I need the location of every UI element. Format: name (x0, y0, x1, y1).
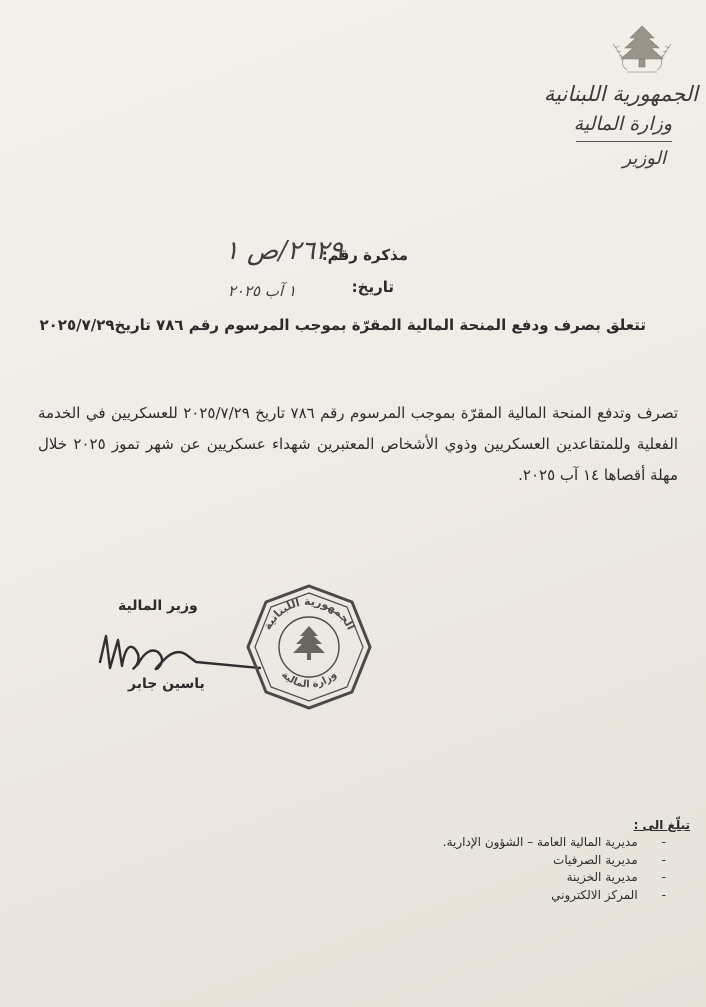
list-item: -مديرية المالية العامة – الشؤون الإدارية. (442, 835, 666, 849)
handwritten-signature (92, 622, 262, 678)
distribution-list (443, 834, 666, 904)
header-ministry: وزارة المالية (573, 113, 672, 135)
stamp-cedar-icon (293, 626, 325, 660)
header-republic: الجمهورية اللبنانية (543, 82, 698, 106)
memo-number-label: مذكرة رقم: (321, 246, 408, 264)
header-divider (576, 141, 672, 142)
ministry-stamp (244, 582, 374, 712)
list-item: -المركز الالكتروني (551, 887, 666, 902)
distribution-title: تبلّغ الى : (633, 818, 690, 832)
memo-number-value: ٢٦٢٩/ص ١ (224, 236, 343, 266)
memo-subject: تتعلق بصرف ودفع المنحة المالية المقرّة بموجب المرسوم رقم ٧٨٦ تاريخ٢٠٢٥/٧/٢٩ (39, 316, 646, 334)
svg-text:الجمهورية اللبنانية: الجمهورية اللبنانية (260, 594, 358, 633)
signatory-name: ياسين جابر (128, 676, 205, 692)
list-item: -مديرية الخزينة (566, 870, 666, 884)
memo-date-label: تاريخ: (351, 278, 394, 296)
list-item: -مديرية الصرفيات (553, 852, 666, 867)
cedar-crest-icon (609, 22, 675, 78)
signature-title: وزير المالية (118, 598, 198, 614)
memo-date-value: ١ آب ٢٠٢٥ (227, 282, 296, 300)
header-minister: الوزير (622, 148, 666, 169)
svg-text:وزارة المالية: وزارة المالية (279, 669, 339, 691)
memo-body: تصرف وتدفع المنحة المالية المقرّة بموجب المرسوم رقم ٧٨٦ تاريخ ٢٠٢٥/٧/٢٩ للعسكريين في الخدمة الفعلية وللمتقاعدين العسكريين وذوي الأشخاص المعتبرين شهداء عسكريين عن شهر تموز ٢٠٢٥ خلال مهلة أقصاها ١٤ آب ٢٠٢٥. (38, 404, 679, 484)
